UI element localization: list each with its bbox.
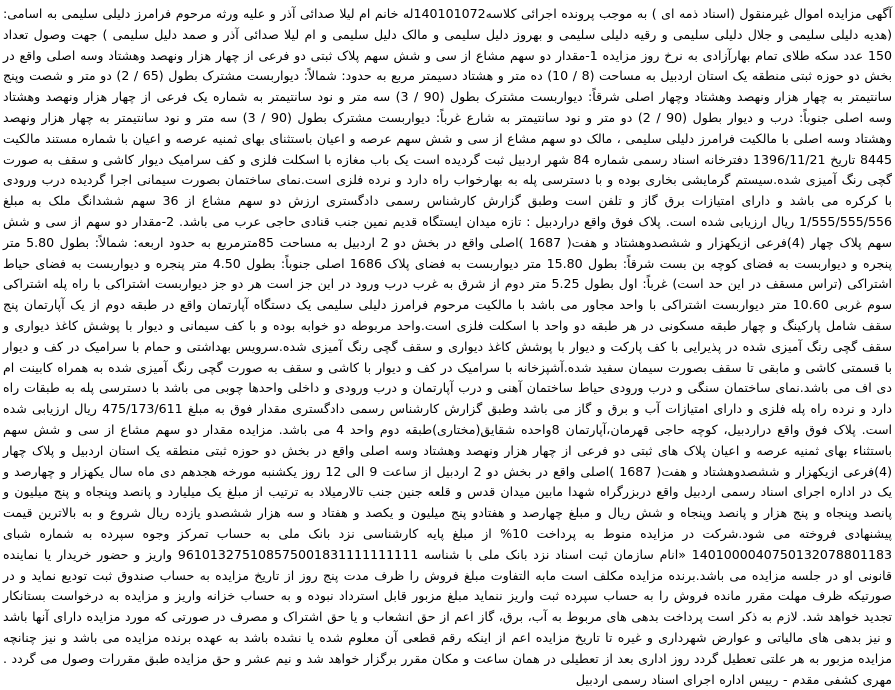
auction-notice-text: آگهی مزایده اموال غیرمنقول (اسناد ذمه ای ) به موجب پرونده اجرائی کلاسه140101072له خانم ام لیلا صدائی آذر و علیه ورثه مرحوم فرامرز دلیلی سلیمی به اسامی:(هدیه دلیلی سلیمی و جلال دلیلی سلیمی و رقیه دلیلی سلیمی و بهروز دلیل سلیمی و مالک دلیل سلیمی و ام لیلا صدائی آذر و صمد دلیل سلیمی ) جهت وصول تعداد 150 عدد سکه طلای تمام بهارآزادی به نرخ روز مزایده 1-مقدار دو سهم مشاع از سی و شش سهم پلاک ثبتی دو فرعی از چهار هزار ونهصد وهشتاد وسه اصلی واقع در بخش دو حوزه ثبتی منطقه یک استان اردبیل به مساحت (8 / 10) ده متر و هشتاد دسیمتر مربع به حدود: شمالاً: دیواربست مشترک بطول (65 / 2) دو متر و شصت وپنج سانتیمتر به چهار هزار ونهصد وهشتاد وچهار اصلی شرقاً: دیواربست مشترک بطول (90 / 3) سه متر و نود سانتیمتر به شماره یک فرعی از چهار هزار ونهصد وهشتاد وسه اصلی جنوباً: درب و دیوار بطول (90 / 2) دو متر و نود سانتیمتر به شارع غرباً: دیواربست مشترک بطول (90 / 3) سه متر و نود سانتیمتر به چهار هزار ونهصد وهشتاد وسه اصلی با مالکیت فرامرز دلیلی سلیمی ، مالک دو سهم مشاع از سی و شش سهم عرصه و اعیان باستثنای بهای ثمنیه عرصه و اعیان با شماره مستند مالکیت 8445 تاریخ 1396/11/21 دفترخانه اسناد رسمی شماره 84 شهر اردبیل ثبت گردیده است یک باب مغازه با اسکلت فلزی و کف سرامیک دیوار کاشی و سقف به صورت گچی رنگ آمیزی شده.سیستم گرمایشی بخاری بوده و با دسترسی پله به بهارخواب راه دارد و نرده فلزی است.نمای ساختمان بصورت سیمانی اجرا گردیده درب ورودی با کرکره می باشد و دارای امتیازات برق گاز و تلفن است وطبق گزارش کارشناس رسمی دادگستری ارزش دو سهم مشاع از 36 سهم ششدانگ ملک به مبلغ 1/555/555/556 ریال ارزیابی شده است. پلاک فوق واقع دراردبیل : تازه میدان ایستگاه قدیم نمین جنب قنادی حاجی عرب می باشد. 2-مقدار دو سهم از سی و شش سهم پلاک چهار (4)فرعی ازیکهزار و ششصدوهشتاد و هفت( 1687 )اصلی واقع در بخش دو 2 اردبیل به مساحت 85مترمربع به حدود اربعه: شمالاً: بطول 5.80 متر پنجره و دیواربست به فضای کوچه بن بست شرقاً: بطول 15.80 متر دیواربست به فضای پلاک 1686 اصلی جنوباً: بطول 4.50 متر پنجره و دیواربست به فضای حیاط اشتراکی (تراس مسقف در این حد است) غرباً: اول بطول 5.25 متر دوم از شرق به غرب درب ورود در این جز است هر دو جز دیواربست اشتراکی با راه پله اشتراکی سوم غربی 10.60 متر دیواربست اشتراکی با واحد مجاور می باشد با مالکیت مرحوم فرامرز دلیلی سلیمی یک دستگاه آپارتمان واقع در طبقه دوم از یک آپارتمان پنج سقف شامل پارکینگ و چهار طبقه مسکونی در هر طبقه دو واحد با اسکلت فلزی است.واحد مربوطه دو خوابه بوده و با کف سیمانی و دیوار با پوشش کاغذ دیواری و سقف گچی رنگ آمیزی شده در پذیرایی با کف پارکت و دیوار با پوشش کاغذ دیواری و سقف گچی رنگ آمیزی شده.سرویس بهداشتی و حمام با سرامیک در کف و دیوار با قسمتی کاشی و مابقی تا سقف بصورت سیمان سفید شده.آشپزخانه با سرامیک در کف و دیوار با کاشی و سقف به صورت گچی رنگ آمیزی شده به همراه کابینت ام دی اف می باشد.نمای ساختمان سنگی و درب ورودی حیاط ساختمان آهنی و درب آپارتمان و درب ورودی و داخلی واحدها چوبی می باشد با دسترسی پله به طبقات راه دارد و نرده راه پله فلزی و دارای امتیازات آب و برق و گاز می باشد وطبق گزارش کارشناس رسمی دادگستری مقدار فوق به مبلغ 475/173/611 ریال ارزیابی شده است. پلاک فوق واقع دراردبیل، کوچه حاجی قهرمان،آپارتمان 8واحده شقایق(مختاری)طبقه دوم واحد 4 می باشد. مزایده مقدار دو سهم مشاع از سی و شش سهم باستثناء بهای ثمنیه عرصه و اعیان پلاک های ثبتی دو فرعی از چهار هزار ونهصد وهشتاد وسه اصلی واقع در بخش دو حوزه ثبتی منطقه یک استان اردبیل و پلاک چهار (4)فرعی ازیکهزار و ششصدوهشتاد و هفت( 1687 )اصلی واقع در بخش دو 2 اردبیل از ساعت 9 الی 12 روز یکشنبه مورخه هجدهم دی ماه سال یکهزار و چهارصد و یک در اداره اجرای اسناد رسمی اردبیل واقع دربزرگراه شهدا مابین میدان قدس و قلعه جنین جنب تالارمیلاد به ترتیب از مبلغ یک میلیارد و پانصد وپنجاه و پنج میلیون و پانصد وپنجاه و پنج هزار و پانصد وپنجاه و شش ریال و مبلغ چهارصد و هفتادو پنج میلیون و یکصد و هفتاد و سه هزار ششصدو یازده ریال شروع و به بالاترین قیمت پیشنهادی فروخته می شود.شرکت در مزایده منوط به پرداخت 10% از مبلغ پایه کارشناسی نزد بانک ملی به حساب تمرکز وجوه سپرده به شماره شبای 1401000040750132078801183 «انام سازمان ثبت اسناد نزد بانک ملی با شناسه 961013275108575001831111111111 واریز و حضور خریدار یا نماینده قانونی او در جلسه مزایده می باشد.برنده مزایده مکلف است مابه التفاوت مبلغ فروش را ظرف مدت پنج روز از تاریخ مزایده به حساب صندوق ثبت تودیع نماید و در صورتیکه ظرف مهلت مقرر مانده فروش را به حساب سپرده ثبت واریز ننماید مبلغ مزبور قابل استرداد نبوده و به حساب خزانه واریز و مزایده به درخواست بستانکار تجدید خواهد شد. لازم به ذکر است پرداخت بدهی های مربوط به آب، برق، گاز اعم از حق انشعاب و یا حق اشتراک و مصرف در صورتی که مورد مزایده دارای آنها باشد و نیز بدهی های مالیاتی و عوارض شهرداری و غیره تا تاریخ مزایده اعم از اینکه رقم قطعی آن معلوم شده یا نشده باشد به عهده برنده مزایده می باشد و نیز چنانچه مزایده مزبور به هر علتی تعطیل گردد روز اداری بعد از تعطیلی در همان ساعت و مکان مقرر برگزار خواهد شد و نیم عشر و حق مزایده طبق مقررات وصول می گردد . مهری کشفی مقدم - رییس اداره اجرای اسناد رسمی اردبیل — [3, 6, 893, 687]
